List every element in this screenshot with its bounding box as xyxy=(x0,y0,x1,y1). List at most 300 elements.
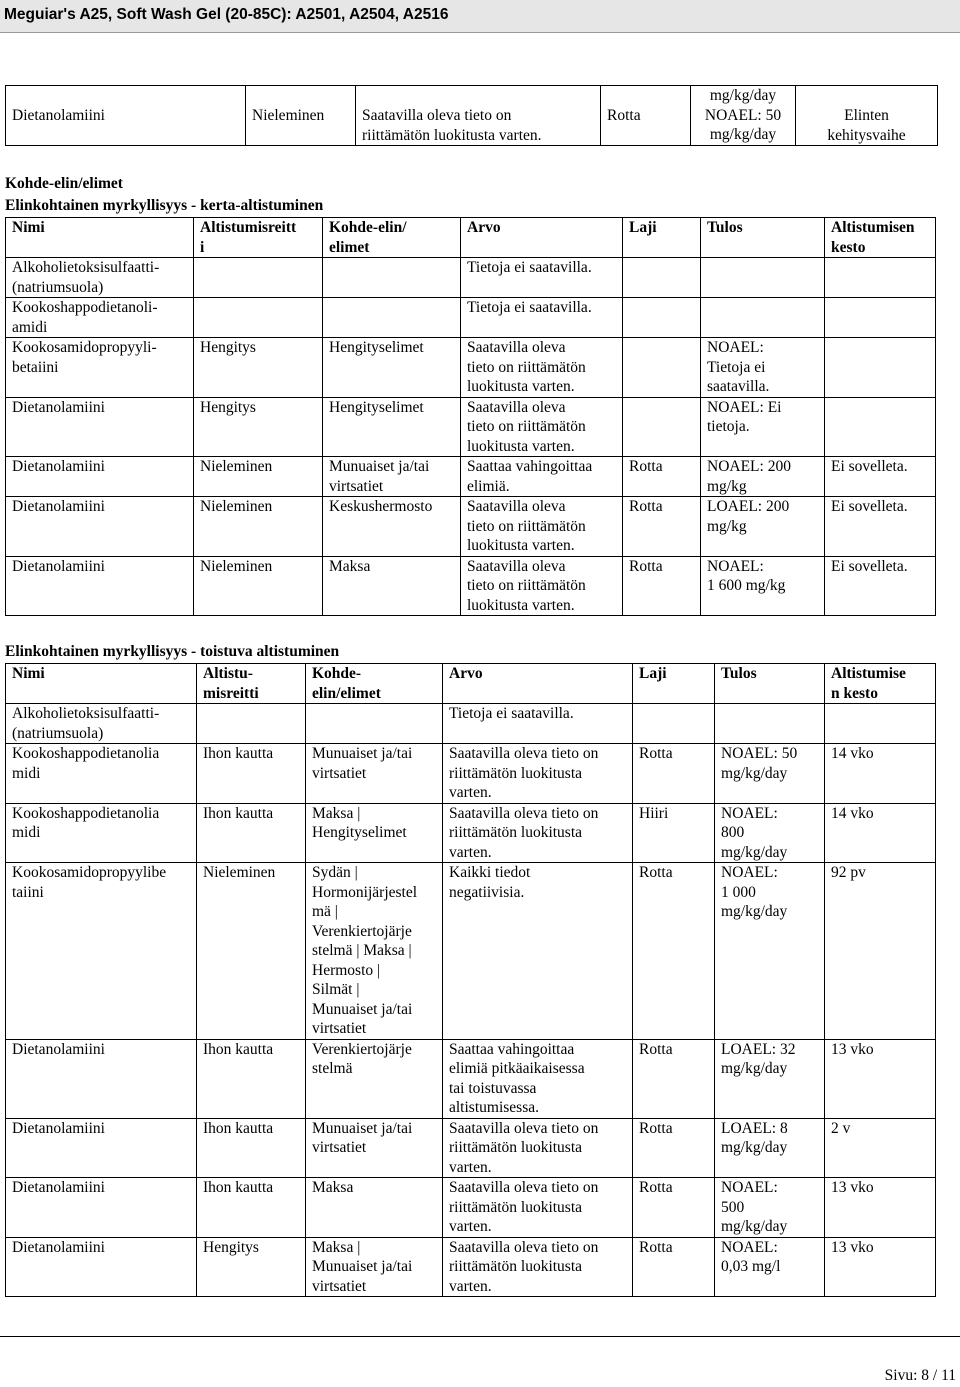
table-row xyxy=(6,1237,936,1297)
cell-organ xyxy=(323,258,461,298)
table-row xyxy=(6,397,936,457)
cell-line: Hengitys xyxy=(200,398,256,416)
cell-result xyxy=(701,298,825,338)
column-header-duration: Altistumise n kesto xyxy=(825,664,936,704)
document-title: Meguiar's A25, Soft Wash Gel (20-85C): A2501, A2504, A2516 xyxy=(4,6,449,23)
cell-result xyxy=(715,803,825,863)
cell-line: varten. xyxy=(449,784,492,801)
cell-line: stelmä | Maksa | xyxy=(312,942,412,959)
cell-line: Nieleminen xyxy=(200,498,273,515)
cell-result xyxy=(701,258,825,298)
cell-species xyxy=(633,863,715,1040)
cell-line: LOAEL: 200 xyxy=(707,498,790,515)
cell-line: Nieleminen xyxy=(200,458,273,475)
cell-line: 0,03 mg/l xyxy=(721,1258,781,1275)
cell-value xyxy=(443,1237,633,1297)
cell-line: virtsatiet xyxy=(312,1277,367,1295)
cell-line: Munuaiset ja/tai xyxy=(312,745,413,762)
cell-line: Saatavilla oleva xyxy=(467,339,566,356)
cell-line: Nieleminen xyxy=(200,557,273,575)
cell-line: betaiini xyxy=(12,358,59,376)
cell-route xyxy=(197,1178,306,1238)
column-header-name: Nimi xyxy=(6,218,194,258)
cell-line: Saatavilla oleva xyxy=(467,498,566,515)
cell-line: Saatavilla oleva tieto on xyxy=(449,1119,599,1137)
cell-line: mä | xyxy=(312,903,338,920)
cell-line: Ihon kautta xyxy=(203,745,274,762)
cell-line: Munuaiset ja/tai xyxy=(312,1119,413,1137)
cell-value xyxy=(443,1039,633,1118)
cell-line: Dietanolamiini xyxy=(12,557,105,575)
cell-line: Alkoholietoksisulfaatti- xyxy=(12,705,160,722)
cell-duration xyxy=(825,497,936,557)
cell-line: NOAEL: xyxy=(721,804,778,822)
cell-value xyxy=(461,338,623,398)
cell-value xyxy=(461,258,623,298)
cell-line: Ihon kautta xyxy=(203,1040,274,1058)
cell-name xyxy=(6,457,194,497)
cell-line: Hengitys xyxy=(200,339,256,356)
cell-line: Nieleminen xyxy=(203,864,276,881)
cell-line: Dietanolamiini xyxy=(12,458,105,475)
cell-result xyxy=(701,457,825,497)
cell-line: Saatavilla oleva tieto on xyxy=(449,1179,599,1196)
cell-line: tieto on riittämätön xyxy=(467,577,586,594)
cell-value xyxy=(443,1118,633,1178)
cell-line: Maksa xyxy=(329,557,371,575)
cell-line: luokitusta varten. xyxy=(467,437,575,455)
cell-value xyxy=(461,298,623,338)
table-row xyxy=(6,338,936,398)
cell-line: varten. xyxy=(449,1218,492,1235)
cell-line: Saatavilla oleva xyxy=(467,398,566,416)
table-header-row xyxy=(6,664,936,704)
cell-value xyxy=(461,397,623,457)
cell-line: negatiivisia. xyxy=(449,883,525,901)
cell-duration xyxy=(825,298,936,338)
previous-table-fragment xyxy=(5,85,938,146)
cell-route xyxy=(194,298,323,338)
cell-name xyxy=(6,397,194,457)
column-header-value: Arvo xyxy=(443,664,633,704)
cell-line: NOAEL: xyxy=(721,1238,778,1256)
cell-line: NOAEL: xyxy=(707,557,764,575)
table-row xyxy=(6,457,936,497)
cell-line: Saatavilla oleva tieto on xyxy=(449,1238,599,1256)
cell-line: Tietoja ei saatavilla. xyxy=(467,259,592,276)
cell-line: 92 pv xyxy=(831,864,866,881)
cell-organ xyxy=(306,863,443,1040)
cell-line: Tietoja ei saatavilla. xyxy=(467,299,592,316)
cell-species xyxy=(623,258,701,298)
cell-species xyxy=(633,1039,715,1118)
cell-line: Kookoshappodietanolia xyxy=(12,745,160,762)
cell-species xyxy=(633,704,715,744)
cell-line: Tietoja ei xyxy=(707,358,766,376)
cell-name xyxy=(6,1039,197,1118)
cell-species xyxy=(633,744,715,804)
cell-line: Dietanolamiini xyxy=(12,1119,105,1137)
cell-line: Saatavilla oleva xyxy=(467,557,566,575)
cell-line: Hengityselimet xyxy=(329,398,424,416)
cell-line: mg/kg/day xyxy=(709,87,777,104)
cell-line: taiini xyxy=(12,883,44,901)
cell-line: tieto on riittämätön xyxy=(467,358,586,376)
cell-value xyxy=(461,556,623,616)
cell-line: Dietanolamiini xyxy=(12,1040,105,1058)
cell-name xyxy=(6,863,197,1040)
cell-line: tai toistuvassa xyxy=(449,1079,537,1097)
cell-line: Elinten xyxy=(844,107,889,124)
cell-line: Rotta xyxy=(639,1040,673,1058)
table-cell: Nieleminen xyxy=(246,86,356,146)
cell-name xyxy=(6,258,194,298)
repeated-exposure-table xyxy=(5,663,936,1297)
cell-line: midi xyxy=(12,764,41,782)
cell-line: Kookoshappodietanolia xyxy=(12,804,160,822)
cell-organ xyxy=(306,803,443,863)
cell-line: Tietoja ei saatavilla. xyxy=(449,705,574,722)
section-heading-target-organ: Kohde-elin/elimet xyxy=(5,175,123,192)
cell-result xyxy=(701,497,825,557)
cell-line: riittämätön luokitusta xyxy=(449,1198,583,1216)
cell-line: stelmä xyxy=(312,1060,353,1077)
table-cell: Rotta xyxy=(601,86,691,146)
cell-line: Keskushermosto xyxy=(329,498,433,515)
column-header-value: Arvo xyxy=(461,218,623,258)
cell-value xyxy=(461,457,623,497)
cell-organ xyxy=(306,704,443,744)
cell-line: amidi xyxy=(12,318,48,336)
cell-line: Ihon kautta xyxy=(203,804,274,822)
cell-name xyxy=(6,1178,197,1238)
cell-line: LOAEL: 8 xyxy=(721,1119,788,1137)
cell-route xyxy=(194,397,323,457)
cell-name xyxy=(6,1118,197,1178)
cell-organ xyxy=(306,1039,443,1118)
cell-line: Rotta xyxy=(639,745,673,762)
cell-line: Alkoholietoksisulfaatti- xyxy=(12,259,160,276)
cell-line: Rotta xyxy=(639,1179,673,1196)
cell-line: Rotta xyxy=(629,498,663,515)
table-cell xyxy=(691,86,796,146)
cell-route xyxy=(194,457,323,497)
cell-line: virtsatiet xyxy=(312,1139,367,1156)
single-exposure-table xyxy=(5,217,936,616)
footer-divider xyxy=(0,1336,960,1337)
cell-organ xyxy=(323,457,461,497)
cell-line: Rotta xyxy=(639,1119,673,1137)
cell-line: Hengitys xyxy=(203,1238,259,1256)
cell-duration xyxy=(825,704,936,744)
cell-duration xyxy=(825,338,936,398)
cell-line: virtsatiet xyxy=(312,1020,367,1037)
column-header-organ: Kohde-elin/ elimet xyxy=(323,218,461,258)
cell-value xyxy=(443,863,633,1040)
cell-line: Rotta xyxy=(629,557,663,575)
cell-line: mg/kg/day xyxy=(721,903,788,920)
cell-line: mg/kg/day xyxy=(721,1139,788,1156)
cell-line: Munuaiset ja/tai xyxy=(312,1258,413,1275)
cell-route xyxy=(197,863,306,1040)
cell-species xyxy=(623,397,701,457)
cell-organ xyxy=(306,744,443,804)
cell-line: kehitysvaihe xyxy=(827,126,906,144)
table-row xyxy=(6,556,936,616)
repeated-exposure-rows xyxy=(6,704,936,1297)
cell-duration xyxy=(825,1039,936,1118)
cell-line: Rotta xyxy=(639,1238,673,1256)
cell-organ xyxy=(323,497,461,557)
cell-line: Dietanolamiini xyxy=(12,1238,105,1256)
cell-name xyxy=(6,744,197,804)
cell-line: Ihon kautta xyxy=(203,1179,274,1196)
cell-line: mg/kg/day xyxy=(721,1218,788,1235)
table-cell xyxy=(356,86,601,146)
cell-line: mg/kg xyxy=(707,517,747,535)
cell-line: NOAEL: xyxy=(707,339,764,356)
cell-result xyxy=(715,1039,825,1118)
cell-line: Hengityselimet xyxy=(312,824,407,841)
cell-line: Saatavilla oleva tieto on xyxy=(362,107,512,124)
cell-species xyxy=(633,803,715,863)
cell-organ xyxy=(323,298,461,338)
cell-line: NOAEL: xyxy=(721,1179,778,1196)
cell-line: 1 600 mg/kg xyxy=(707,577,786,594)
table-row xyxy=(6,1178,936,1238)
cell-line: Silmät | xyxy=(312,981,360,998)
cell-line: riittämätön luokitusta varten. xyxy=(362,126,542,144)
cell-species xyxy=(633,1118,715,1178)
cell-line: varten. xyxy=(449,1277,492,1295)
cell-line: tieto on riittämätön xyxy=(467,517,586,535)
cell-value xyxy=(443,803,633,863)
table-cell: Dietanolamiini xyxy=(6,86,246,146)
cell-line: 13 vko xyxy=(831,1238,874,1256)
cell-result xyxy=(715,863,825,1040)
cell-result xyxy=(701,397,825,457)
cell-route xyxy=(197,1039,306,1118)
cell-line: Maksa xyxy=(312,1179,354,1196)
column-header-duration: Altistumisen kesto xyxy=(825,218,936,258)
cell-name xyxy=(6,1237,197,1297)
column-header-result: Tulos xyxy=(701,218,825,258)
cell-duration xyxy=(825,744,936,804)
cell-line: 13 vko xyxy=(831,1040,874,1058)
cell-line: 2 v xyxy=(831,1119,851,1137)
cell-line: Rotta xyxy=(639,864,673,881)
cell-line: varten. xyxy=(449,843,492,861)
cell-line: NOAEL: xyxy=(721,864,778,881)
cell-route xyxy=(197,1237,306,1297)
cell-line: Maksa | xyxy=(312,804,361,822)
cell-line: elimiä pitkäaikaisessa xyxy=(449,1060,585,1077)
cell-line: luokitusta varten. xyxy=(467,537,575,554)
cell-line: tietoja. xyxy=(707,418,750,435)
cell-line: Kookosamidopropyyli- xyxy=(12,339,157,356)
cell-line: mg/kg xyxy=(707,477,747,495)
cell-line: luokitusta varten. xyxy=(467,596,575,614)
cell-value xyxy=(443,704,633,744)
cell-line: Maksa | xyxy=(312,1238,361,1256)
cell-line: luokitusta varten. xyxy=(467,378,575,395)
cell-line: Dietanolamiini xyxy=(12,498,105,515)
cell-species xyxy=(623,298,701,338)
cell-line: Munuaiset ja/tai xyxy=(329,458,430,475)
cell-route xyxy=(194,556,323,616)
cell-line: riittämätön luokitusta xyxy=(449,824,583,841)
cell-value xyxy=(443,1178,633,1238)
cell-route xyxy=(197,744,306,804)
cell-line: mg/kg/day xyxy=(721,1060,788,1077)
cell-line: Ei sovelleta. xyxy=(831,498,908,515)
column-header-species: Laji xyxy=(623,218,701,258)
cell-result xyxy=(715,704,825,744)
cell-route xyxy=(197,803,306,863)
cell-line: tieto on riittämätön xyxy=(467,418,586,435)
cell-line: saatavilla. xyxy=(707,378,770,395)
cell-duration xyxy=(825,457,936,497)
cell-name xyxy=(6,803,197,863)
column-header-organ: Kohde- elin/elimet xyxy=(306,664,443,704)
cell-line: Dietanolamiini xyxy=(12,1179,105,1196)
page-number: Sivu: 8 / 11 xyxy=(884,1367,956,1384)
column-header-route: Altistu- misreitti xyxy=(197,664,306,704)
single-exposure-rows xyxy=(6,258,936,616)
cell-line: riittämätön luokitusta xyxy=(449,1139,583,1156)
cell-line: 13 vko xyxy=(831,1179,874,1196)
cell-line: altistumisessa. xyxy=(449,1099,539,1116)
cell-organ xyxy=(323,338,461,398)
cell-line: Ihon kautta xyxy=(203,1119,274,1137)
cell-line: NOAEL: Ei xyxy=(707,398,782,416)
cell-organ xyxy=(323,397,461,457)
cell-line: riittämätön luokitusta xyxy=(449,1258,583,1275)
cell-line: (natriumsuola) xyxy=(12,278,104,296)
cell-duration xyxy=(825,863,936,1040)
cell-duration xyxy=(825,556,936,616)
cell-duration xyxy=(825,1237,936,1297)
column-header-species: Laji xyxy=(633,664,715,704)
table-row xyxy=(6,497,936,557)
document-title-bar xyxy=(0,0,960,33)
cell-species xyxy=(623,497,701,557)
cell-duration xyxy=(825,803,936,863)
table-row xyxy=(6,1039,936,1118)
column-header-route: Altistumisreitt i xyxy=(194,218,323,258)
cell-name xyxy=(6,556,194,616)
table-row xyxy=(6,744,936,804)
column-header-result: Tulos xyxy=(715,664,825,704)
cell-duration xyxy=(825,1178,936,1238)
cell-line: Hermosto | xyxy=(312,961,381,979)
cell-line: NOAEL: 200 xyxy=(707,458,791,475)
cell-duration xyxy=(825,1118,936,1178)
cell-organ xyxy=(306,1118,443,1178)
cell-species xyxy=(633,1237,715,1297)
cell-name xyxy=(6,298,194,338)
cell-route xyxy=(194,258,323,298)
cell-line: 14 vko xyxy=(831,745,874,762)
table-row xyxy=(6,704,936,744)
cell-line: Kookoshappodietanoli- xyxy=(12,299,158,316)
table-row xyxy=(6,803,936,863)
cell-line: Saattaa vahingoittaa xyxy=(467,458,593,475)
cell-name xyxy=(6,704,197,744)
cell-result xyxy=(701,556,825,616)
cell-species xyxy=(633,1178,715,1238)
cell-result xyxy=(715,744,825,804)
table-row xyxy=(6,298,936,338)
cell-line: riittämätön luokitusta xyxy=(449,764,583,782)
cell-duration xyxy=(825,258,936,298)
cell-line: Saatavilla oleva tieto on xyxy=(449,745,599,762)
table-header-row xyxy=(6,218,936,258)
cell-organ xyxy=(306,1178,443,1238)
cell-result xyxy=(715,1178,825,1238)
cell-line: Verenkiertojärje xyxy=(312,922,412,940)
cell-value xyxy=(461,497,623,557)
cell-species xyxy=(623,338,701,398)
cell-line: varten. xyxy=(449,1158,492,1176)
table-row xyxy=(6,258,936,298)
cell-species xyxy=(623,556,701,616)
cell-line: Kaikki tiedot xyxy=(449,864,531,881)
cell-route xyxy=(194,497,323,557)
cell-line: Ei sovelleta. xyxy=(831,557,908,575)
cell-line: LOAEL: 32 xyxy=(721,1040,796,1058)
cell-line: Kookosamidopropyylibe xyxy=(12,864,167,881)
cell-route xyxy=(197,704,306,744)
cell-line: Sydän | xyxy=(312,864,358,881)
cell-line: mg/kg/day xyxy=(721,764,788,782)
cell-line: Dietanolamiini xyxy=(12,398,105,416)
cell-line: mg/kg/day xyxy=(709,126,777,143)
cell-result xyxy=(715,1237,825,1297)
cell-line: 1 000 xyxy=(721,883,756,901)
cell-result xyxy=(715,1118,825,1178)
cell-route xyxy=(197,1118,306,1178)
table-row xyxy=(6,86,938,146)
cell-line: Verenkiertojärje xyxy=(312,1040,412,1058)
table-row xyxy=(6,1118,936,1178)
cell-line: NOAEL: 50 xyxy=(721,745,798,762)
cell-species xyxy=(623,457,701,497)
cell-line: Ei sovelleta. xyxy=(831,458,908,475)
column-header-name: Nimi xyxy=(6,664,197,704)
table-row xyxy=(6,863,936,1040)
cell-name xyxy=(6,497,194,557)
cell-organ xyxy=(323,556,461,616)
cell-line: 500 xyxy=(721,1198,745,1216)
cell-line: Saattaa vahingoittaa xyxy=(449,1040,575,1058)
cell-route xyxy=(194,338,323,398)
cell-line: elimiä. xyxy=(467,477,510,495)
cell-line: Munuaiset ja/tai xyxy=(312,1000,413,1018)
cell-line: NOAEL: 50 xyxy=(704,106,782,124)
cell-line: virtsatiet xyxy=(312,764,367,782)
cell-duration xyxy=(825,397,936,457)
cell-line: Rotta xyxy=(629,458,663,475)
cell-value xyxy=(443,744,633,804)
cell-line: midi xyxy=(12,824,41,841)
section-heading-single-exposure: Elinkohtainen myrkyllisyys - kerta-altistuminen xyxy=(5,197,324,214)
cell-line: Saatavilla oleva tieto on xyxy=(449,804,599,822)
section-heading-repeated-exposure: Elinkohtainen myrkyllisyys - toistuva altistuminen xyxy=(5,643,340,660)
cell-line: mg/kg/day xyxy=(721,843,788,861)
cell-line: Hormonijärjestel xyxy=(312,883,418,901)
table-cell xyxy=(796,86,938,146)
